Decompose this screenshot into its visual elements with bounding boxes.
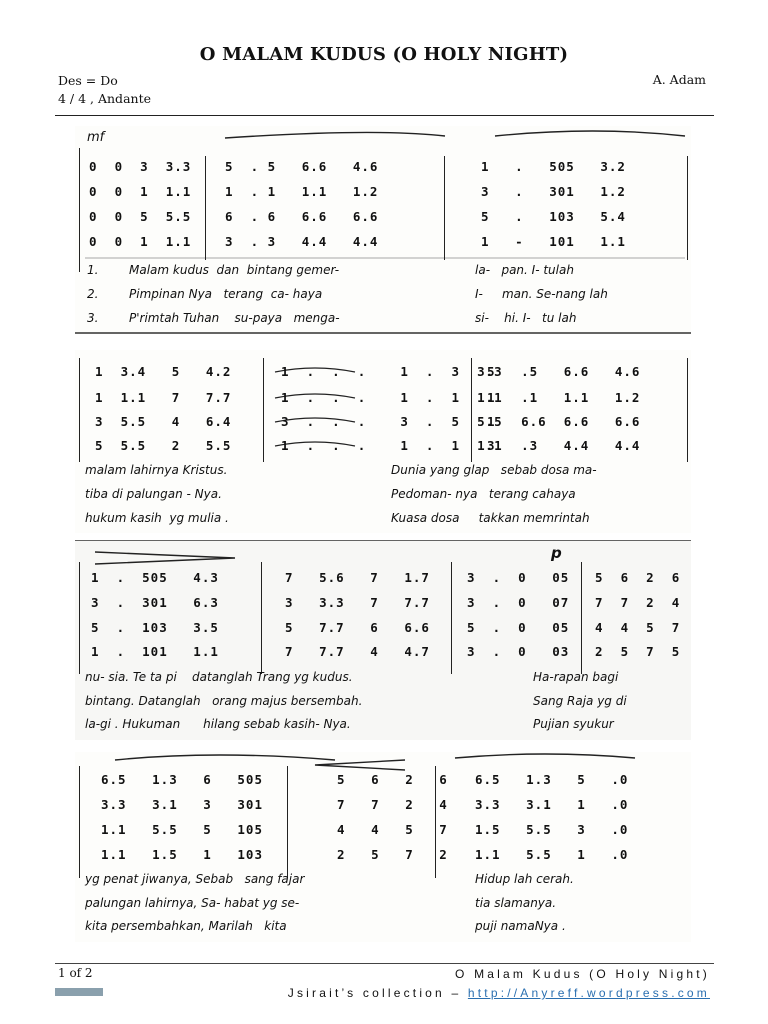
measure-notes: 1 3.4 5 4.2 xyxy=(95,364,232,379)
measure-notes: 3 . 0 07 xyxy=(467,595,570,610)
lyric-text: si- hi. I- tu lah xyxy=(475,311,577,325)
song-title: O MALAM KUDUS (O HOLY NIGHT) xyxy=(199,44,569,65)
tempo-marking: 4 / 4 , Andante xyxy=(58,91,151,106)
lyric-text: Pimpinan Nya terang ca- haya xyxy=(129,287,323,301)
lyric-line-1 xyxy=(85,463,685,487)
lyric-text: la- pan. I- tulah xyxy=(475,263,574,277)
measure-notes: 6.5 1.3 6 505 xyxy=(101,772,263,787)
measure-notes: 4 4 5 7 xyxy=(595,620,681,635)
measure-notes: 1 . . . 1 . 1 1.1 xyxy=(281,390,503,405)
lyric-line-2 xyxy=(85,487,685,511)
measure-notes: 1 . . . 1 . 3 3.3 xyxy=(281,364,503,379)
voice-soprano xyxy=(75,570,691,594)
lyric-line-3 xyxy=(85,311,685,335)
measure-notes: 1 6.6 6.6 6.6 xyxy=(487,414,641,429)
measure-notes: 1 . 101 1.1 xyxy=(91,644,219,659)
voice-alto xyxy=(75,595,691,619)
lyric-text: tia slamanya. xyxy=(475,896,557,910)
measure-notes: 3 . 0 03 xyxy=(467,644,570,659)
lyric-line-2 xyxy=(85,694,685,718)
lyric-text: tiba di palungan - Nya. xyxy=(85,487,222,501)
voice-bass xyxy=(75,847,691,871)
verse-number: 2. xyxy=(87,287,99,301)
measure-notes: 1 . 505 3.2 xyxy=(481,159,626,174)
verse-number: 1. xyxy=(87,263,99,277)
lyric-text: bintang. Datanglah orang majus bersembah. xyxy=(85,694,363,708)
lyric-text: yg penat jiwanya, Sebab sang fajar xyxy=(85,872,305,886)
voice-bass xyxy=(75,234,691,258)
notation-system-2 xyxy=(75,350,691,533)
notation-system-3 xyxy=(75,540,691,740)
lyric-text: hukum kasih yg mulia . xyxy=(85,511,229,525)
measure-notes: 1.5 5.5 3 .0 xyxy=(475,822,629,837)
measure-notes: 5 . 103 5.4 xyxy=(481,209,626,224)
voice-bass xyxy=(75,644,691,668)
measure-notes: 1.1 1.5 1 103 xyxy=(101,847,263,862)
measure-notes: 5 . 103 3.5 xyxy=(91,620,219,635)
lyric-line-2 xyxy=(85,287,685,311)
measure-notes: 5 6 2 6 xyxy=(595,570,681,585)
voice-tenor xyxy=(75,209,691,233)
measure-notes: 7 7 2 4 xyxy=(337,797,448,812)
voice-tenor xyxy=(75,620,691,644)
measure-notes: 4 4 5 7 xyxy=(337,822,448,837)
verse-number: 3. xyxy=(87,311,99,325)
voice-alto xyxy=(75,184,691,208)
measure-notes: 1 .1 1.1 1.2 xyxy=(487,390,641,405)
collection-name: Jsirait’s collection – xyxy=(287,986,462,1000)
measure-notes: 0 0 1 1.1 xyxy=(89,234,192,249)
measure-notes: 3.3 3.1 3 301 xyxy=(101,797,263,812)
lyric-text: Kuasa dosa takkan memrintah xyxy=(391,511,590,525)
measure-notes: 0 0 1 1.1 xyxy=(89,184,192,199)
measure-notes: 1 . . . 1 . 1 1.1 xyxy=(281,438,503,453)
measure-notes: 5 5.5 2 5.5 xyxy=(95,438,232,453)
header-divider xyxy=(55,115,714,116)
measure-notes: 5 7.7 6 6.6 xyxy=(285,620,430,635)
lyric-text: P'rimtah Tuhan su-paya menga- xyxy=(129,311,340,325)
measure-notes: 6 . 6 6.6 6.6 xyxy=(225,209,379,224)
composer: A. Adam xyxy=(652,72,706,87)
measure-notes: 5 .5 6.6 4.6 xyxy=(487,364,641,379)
measure-notes: 1 . 505 4.3 xyxy=(91,570,219,585)
voice-alto xyxy=(75,390,691,414)
key-signature: Des = Do xyxy=(58,73,118,88)
lyric-text: puji namaNya . xyxy=(475,919,566,933)
lyric-text: Ha-rapan bagi xyxy=(533,670,619,684)
measure-notes: 7 5.6 7 1.7 xyxy=(285,570,430,585)
measure-notes: 6.5 1.3 5 .0 xyxy=(475,772,629,787)
lyric-line-1 xyxy=(85,263,685,287)
measure-notes: 3 . 301 1.2 xyxy=(481,184,626,199)
dynamic-p: p xyxy=(551,544,562,562)
measure-notes: 3 .3 4.4 4.4 xyxy=(487,438,641,453)
measure-notes: 0 0 3 3.3 xyxy=(89,159,192,174)
lyric-text: Pujian syukur xyxy=(533,717,614,731)
lyric-text: palungan lahirnya, Sa- habat yg se- xyxy=(85,896,300,910)
voice-soprano xyxy=(75,159,691,183)
lyric-line-3 xyxy=(85,511,685,535)
notation-system-1 xyxy=(75,126,691,334)
lyric-line-3 xyxy=(85,919,685,943)
notation-system-4 xyxy=(75,752,691,942)
song-meta xyxy=(58,72,151,108)
lyric-text: Dunia yang glap sebab dosa ma- xyxy=(391,463,597,477)
footer-credits xyxy=(288,965,710,1003)
footer-song-title: O Malam Kudus (O Holy Night) xyxy=(455,967,710,981)
lyric-text: Sang Raja yg di xyxy=(533,694,627,708)
voice-tenor xyxy=(75,414,691,438)
measure-notes: 3 . 301 6.3 xyxy=(91,595,219,610)
lyric-line-1 xyxy=(85,872,685,896)
measure-notes: 1 . 1 1.1 1.2 xyxy=(225,184,379,199)
dynamic-mf: mf xyxy=(87,130,105,145)
lyric-text: malam lahirnya Kristus. xyxy=(85,463,228,477)
page-indicator-bar xyxy=(55,988,103,996)
lyric-line-2 xyxy=(85,896,685,920)
footer-divider xyxy=(55,963,714,964)
measure-notes: 1.1 5.5 1 .0 xyxy=(475,847,629,862)
measure-notes: 3 . 3 4.4 4.4 xyxy=(225,234,379,249)
lyric-text: Hidup lah cerah. xyxy=(475,872,574,886)
lyric-text: Pedoman- nya terang cahaya xyxy=(391,487,576,501)
voice-tenor xyxy=(75,822,691,846)
measure-notes: 7 7.7 4 4.7 xyxy=(285,644,430,659)
measure-notes: 1 - 101 1.1 xyxy=(481,234,626,249)
measure-notes: 5 . 5 6.6 4.6 xyxy=(225,159,379,174)
page-number: 1 of 2 xyxy=(58,966,93,980)
measure-notes: 1 1.1 7 7.7 xyxy=(95,390,232,405)
lyric-text: kita persembahkan, Marilah kita xyxy=(85,919,287,933)
measure-notes: 3 5.5 4 6.4 xyxy=(95,414,232,429)
footer-collection xyxy=(288,984,710,1003)
measure-notes: 3.3 3.1 1 .0 xyxy=(475,797,629,812)
measure-notes: 3 . . . 3 . 5 5.5 xyxy=(281,414,503,429)
measure-notes: 3 3.3 7 7.7 xyxy=(285,595,430,610)
measure-notes: 2 5 7 5 xyxy=(595,644,681,659)
lyric-text: Malam kudus dan bintang gemer- xyxy=(129,263,340,277)
measure-notes: 5 6 2 6 xyxy=(337,772,448,787)
lyric-text: nu- sia. Te ta pi datanglah Trang yg kudus. xyxy=(85,670,353,684)
measure-notes: 7 7 2 4 xyxy=(595,595,681,610)
lyric-text: I- man. Se-nang lah xyxy=(475,287,608,301)
measure-notes: 0 0 5 5.5 xyxy=(89,209,192,224)
lyric-line-1 xyxy=(85,670,685,694)
measure-notes: 3 . 0 05 xyxy=(467,570,570,585)
voice-alto xyxy=(75,797,691,821)
voice-bass xyxy=(75,438,691,462)
voice-soprano xyxy=(75,772,691,796)
measure-notes: 2 5 7 2 xyxy=(337,847,448,862)
lyric-line-3 xyxy=(85,717,685,741)
measure-notes: 5 . 0 05 xyxy=(467,620,570,635)
voice-soprano xyxy=(75,364,691,388)
lyric-text: la-gi . Hukuman hilang sebab kasih- Nya. xyxy=(85,717,351,731)
website-link[interactable]: http://Anyreff.wordpress.com xyxy=(467,986,710,1000)
measure-notes: 1.1 5.5 5 105 xyxy=(101,822,263,837)
